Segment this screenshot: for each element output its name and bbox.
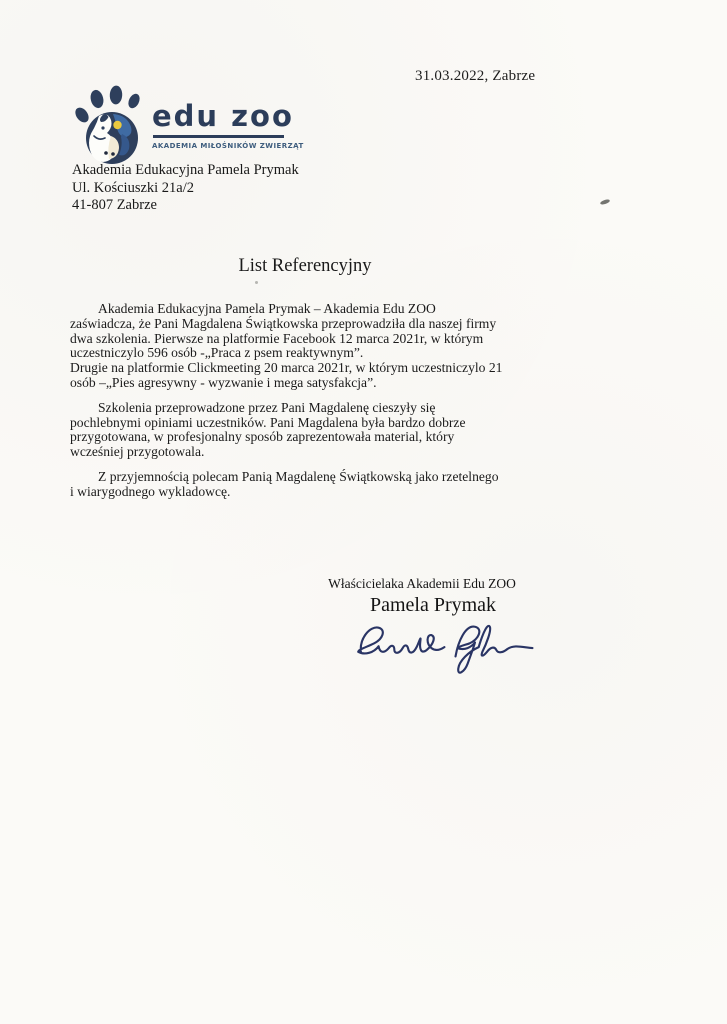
paw-dog-parrot-icon (72, 84, 156, 168)
body-line: osób –„Pies agresywny - wyzwanie i mega satysfakcja”. (70, 374, 377, 390)
body-line: zaświadcza, że Pani Magdalena Świątkowska przeprowadziła dla naszej firmy (70, 315, 497, 331)
edu-zoo-logo (72, 84, 304, 168)
body-line: wcześniej przygotowala. (70, 444, 205, 460)
paragraph-3 (70, 470, 502, 500)
body-line: Szkolenia przeprowadzone przez Pani Magdalenę cieszyły się (98, 399, 436, 415)
signer-role: Właścicielaka Akademii Edu ZOO (328, 576, 516, 591)
letter-title: List Referencyjny (238, 256, 372, 276)
logo-text-column (152, 99, 304, 150)
handwritten-signature (348, 618, 538, 680)
logo-wordmark: edu zoo (152, 99, 294, 133)
signer-name: Pamela Prymak (369, 594, 497, 616)
body-line: pochlebnymi opiniami uczestników. Pani Magdalena była bardzo dobrze (70, 414, 466, 430)
logo-divider-rule (153, 135, 284, 138)
signature-block (297, 576, 547, 685)
body-line: uczestniczylo 596 osób -„Praca z psem reaktywnym”. (70, 345, 364, 361)
paragraph-2 (70, 401, 502, 460)
sender-street: Ul. Kościuszki 21a/2 (72, 179, 195, 196)
logo-tagline: AKADEMIA MIŁOŚNIKÓW ZWIERZĄT (152, 142, 304, 150)
paragraph-1 (70, 302, 502, 391)
date-place-line: 31.03.2022, Zabrze (415, 68, 536, 84)
letter-body (70, 302, 502, 500)
sender-city: 41-807 Zabrze (72, 197, 157, 214)
body-line: Akademia Edukacyjna Pamela Prymak – Akademia Edu ZOO (98, 301, 436, 316)
scan-speck-small (255, 281, 258, 284)
sender-name: Akademia Edukacyjna Pamela Prymak (72, 162, 299, 178)
body-line: Drugie na platformie Clickmeeting 20 marca 2021r, w którym uczestniczylo 21 (70, 360, 503, 376)
body-line: i wiarygodnego wykladowcę. (70, 483, 231, 499)
body-line: dwa szkolenia. Pierwsze na platformie Facebook 12 marca 2021r, w którym (70, 330, 484, 346)
scan-speck (600, 199, 611, 206)
sender-address-block (72, 162, 299, 215)
body-line: przygotowana, w profesjonalny sposób zaprezentowała material, który (70, 429, 455, 445)
body-line: Z przyjemnością polecam Panią Magdalenę Świątkowską jako rzetelnego (98, 468, 499, 484)
